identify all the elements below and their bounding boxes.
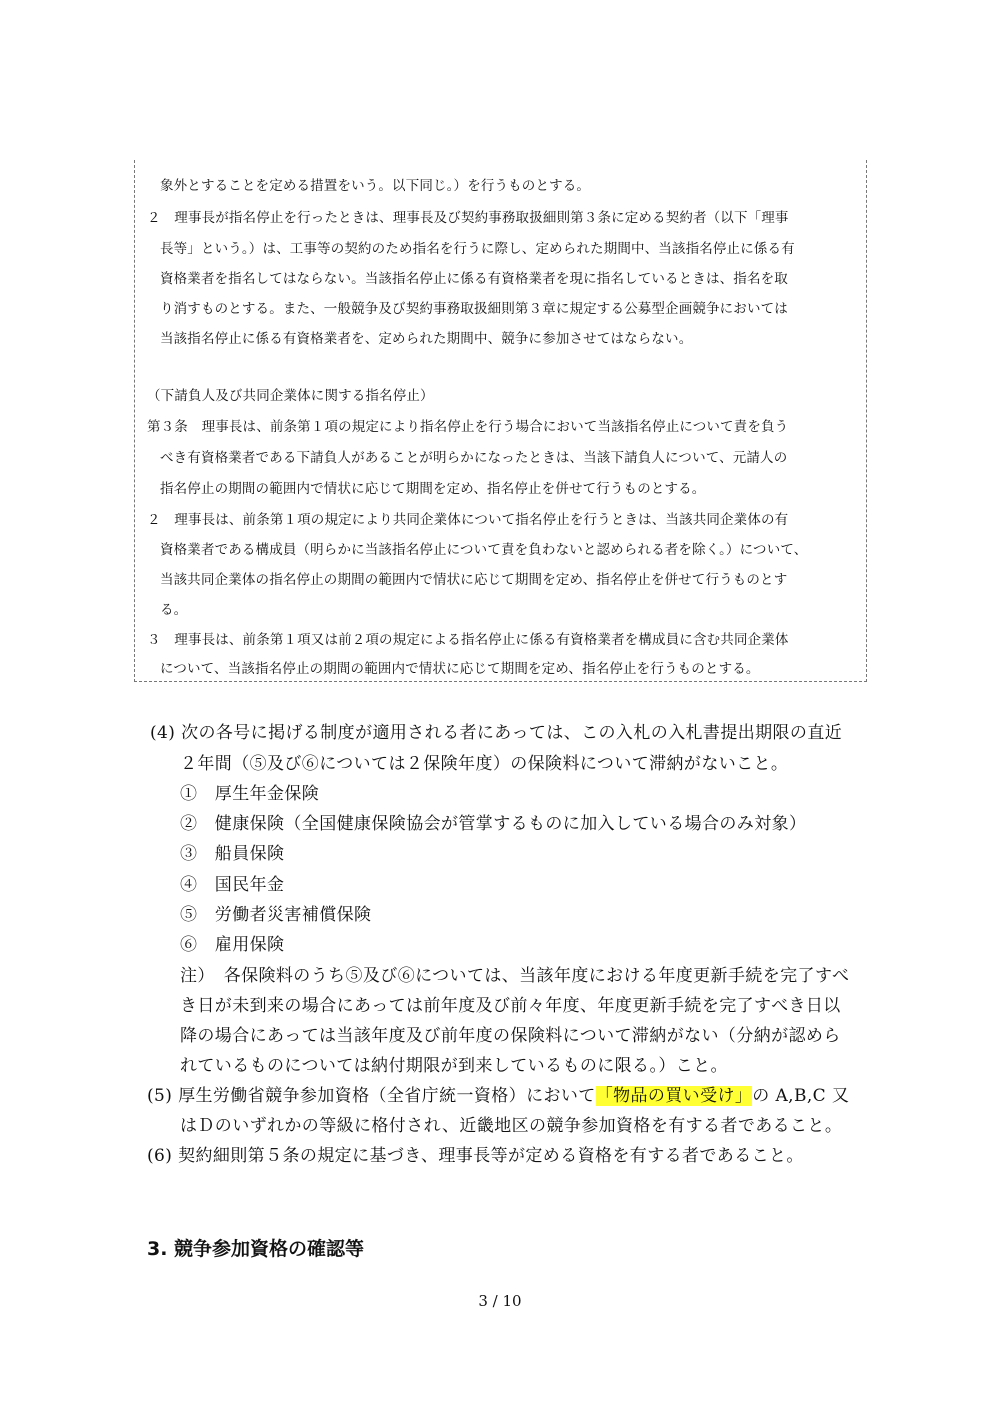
item-5-text: (5) 厚生労働省競争参加資格（全省庁統一資格）において <box>147 1086 596 1106</box>
item-5-line-2: はＤのいずれかの等級に格付され、近畿地区の競争参加資格を有する者であること。 <box>180 1116 843 1136</box>
item-6: (6) 契約細則第５条の規定に基づき、理事長等が定める資格を有する者であること。 <box>147 1146 804 1166</box>
box-line: ３ 理事長は、前条第１項又は前２項の規定による指名停止に係る有資格業者を構成員に含む共同企業体 <box>147 632 789 648</box>
sub-item: ① 厚生年金保険 <box>180 784 320 804</box>
note-line: 注） 各保険料のうち⑤及び⑥については、当該年度における年度更新手続を完了すべ <box>180 966 850 986</box>
highlighted-qualification: 「物品の買い受け」 <box>595 1086 753 1106</box>
box-line: 長等」という。）は、工事等の契約のため指名を行うに際し、定められた期間中、当該指名停止に係る有 <box>160 241 795 257</box>
sub-item: ③ 船員保険 <box>180 844 285 864</box>
note-line: れているものについては納付期限が到来しているものに限る。）こと。 <box>180 1056 728 1076</box>
sub-item: ⑥ 雇用保険 <box>180 935 285 955</box>
sub-item: ⑤ 労働者災害補償保険 <box>180 905 372 925</box>
sub-item: ② 健康保険（全国健康保険協会が管掌するものに加入している場合のみ対象） <box>180 814 807 834</box>
box-line: る。 <box>160 602 188 618</box>
box-line: り消すものとする。また、一般競争及び契約事務取扱細則第３章に規定する公募型企画競争においては <box>160 301 788 317</box>
box-article-title: （下請負人及び共同企業体に関する指名停止） <box>147 388 434 404</box>
section-heading: 3. 競争参加資格の確認等 <box>147 1238 365 1260</box>
box-line: ２ 理事長は、前条第１項の規定により共同企業体について指名停止を行うときは、当該共同企業体の有 <box>147 512 789 528</box>
box-line: 象外とすることを定める措置をいう。以下同じ。）を行うものとする。 <box>160 178 591 194</box>
box-line: 資格業者を指名してはならない。当該指名停止に係る有資格業者を現に指名しているときは、指名を取 <box>160 271 788 287</box>
box-line: べき有資格業者である下請負人があることが明らかになったときは、当該下請負人について、元請人の <box>160 450 788 466</box>
box-line: 第３条 理事長は、前条第１項の規定により指名停止を行う場合において当該指名停止について責を負う <box>147 419 789 435</box>
page-number: 3 / 10 <box>478 1292 522 1310</box>
box-line: について、当該指名停止の期間の範囲内で情状に応じて期間を定め、指名停止を行うものとする。 <box>160 661 760 677</box>
note-line: き日が未到来の場合にあっては前年度及び前々年度、年度更新手続を完了すべき日以 <box>180 996 841 1016</box>
item-5-line-1 <box>147 1081 849 1106</box>
item-4-line-1: (4) 次の各号に掲げる制度が適用される者にあっては、この入札の入札書提出期限の直近 <box>150 723 843 743</box>
box-line: 当該共同企業体の指名停止の期間の範囲内で情状に応じて期間を定め、指名停止を併せて行うものとす <box>160 572 788 588</box>
box-line: 資格業者である構成員（明らかに当該指名停止について責を負わないと認められる者を除く。）について、 <box>160 542 808 558</box>
box-line: ２ 理事長が指名停止を行ったときは、理事長及び契約事務取扱細則第３条に定める契約者（以下「理事 <box>147 210 789 226</box>
item-4-line-2: ２年間（⑤及び⑥については２保険年度）の保険料について滞納がないこと。 <box>180 754 789 774</box>
item-5-grades: の A,B,C 又 <box>752 1086 850 1106</box>
box-line: 指名停止の期間の範囲内で情状に応じて期間を定め、指名停止を併せて行うものとする。 <box>160 481 706 497</box>
sub-item: ④ 国民年金 <box>180 875 285 895</box>
box-line: 当該指名停止に係る有資格業者を、定められた期間中、競争に参加させてはならない。 <box>160 331 693 347</box>
note-line: 降の場合にあっては当該年度及び前年度の保険料について滞納がない（分納が認めら <box>180 1026 841 1046</box>
